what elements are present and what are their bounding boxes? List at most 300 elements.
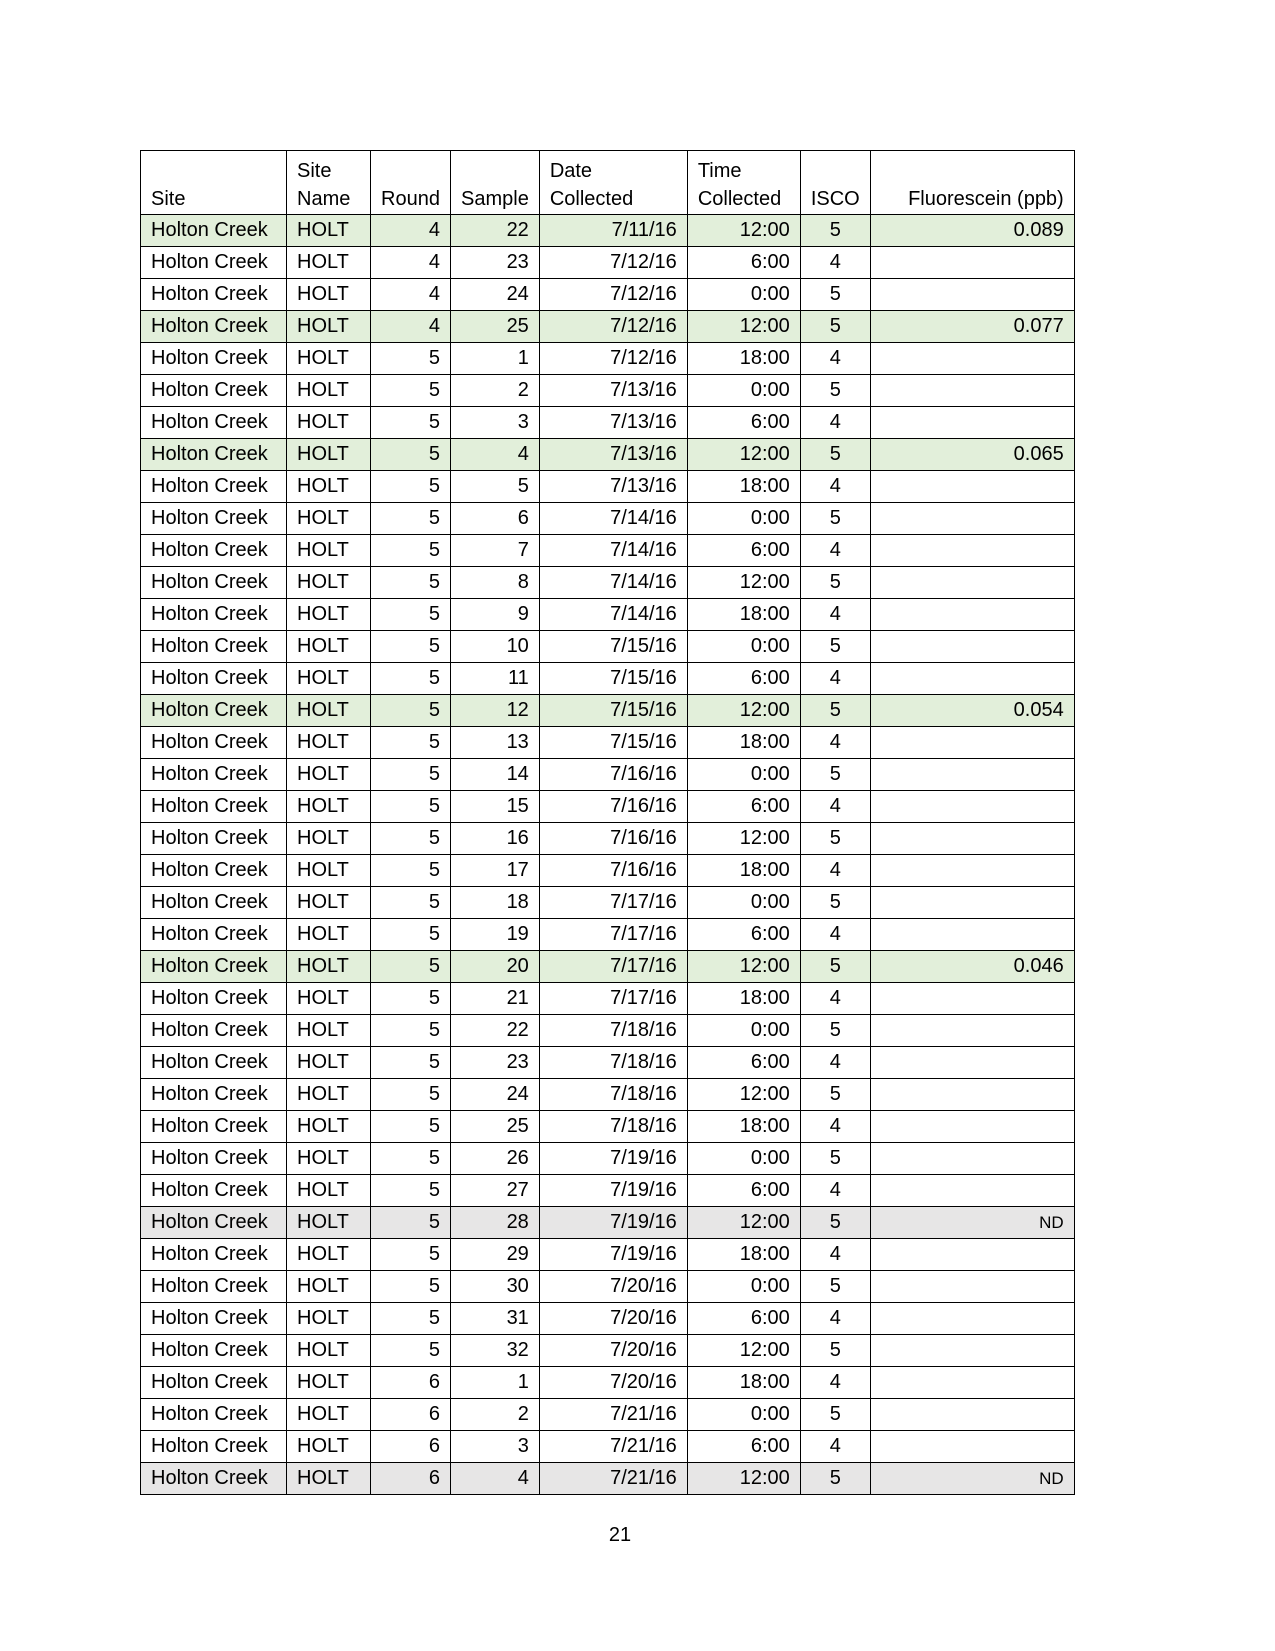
cell-site: Holton Creek (141, 695, 287, 727)
cell-round: 5 (371, 1271, 451, 1303)
cell-isco: 5 (800, 567, 870, 599)
cell-round: 5 (371, 503, 451, 535)
header-date-collected: Date Collected (539, 151, 687, 215)
table-row (141, 471, 1075, 503)
cell-site-name: HOLT (287, 1239, 371, 1271)
cell-date-collected: 7/12/16 (539, 343, 687, 375)
table-row (141, 375, 1075, 407)
cell-site: Holton Creek (141, 343, 287, 375)
cell-sample: 22 (451, 215, 540, 247)
cell-sample: 7 (451, 535, 540, 567)
cell-round: 5 (371, 1239, 451, 1271)
cell-time-collected: 6:00 (687, 791, 800, 823)
table-row (141, 791, 1075, 823)
cell-sample: 24 (451, 1079, 540, 1111)
cell-fluorescein (870, 471, 1074, 503)
cell-site: Holton Creek (141, 1111, 287, 1143)
cell-site: Holton Creek (141, 1175, 287, 1207)
header-isco: ISCO (800, 151, 870, 215)
cell-time-collected: 12:00 (687, 1207, 800, 1239)
cell-date-collected: 7/12/16 (539, 247, 687, 279)
cell-round: 5 (371, 407, 451, 439)
cell-site-name: HOLT (287, 1399, 371, 1431)
cell-site: Holton Creek (141, 1079, 287, 1111)
cell-site-name: HOLT (287, 1079, 371, 1111)
table-header-row (141, 151, 1075, 215)
cell-sample: 18 (451, 887, 540, 919)
cell-sample: 3 (451, 407, 540, 439)
table-row (141, 1207, 1075, 1239)
table-row (141, 983, 1075, 1015)
cell-isco: 4 (800, 1239, 870, 1271)
cell-site-name: HOLT (287, 855, 371, 887)
cell-time-collected: 0:00 (687, 631, 800, 663)
cell-fluorescein (870, 1367, 1074, 1399)
cell-sample: 1 (451, 343, 540, 375)
cell-site: Holton Creek (141, 1047, 287, 1079)
cell-site-name: HOLT (287, 247, 371, 279)
cell-fluorescein (870, 1015, 1074, 1047)
cell-site: Holton Creek (141, 1431, 287, 1463)
cell-fluorescein (870, 759, 1074, 791)
cell-round: 6 (371, 1431, 451, 1463)
cell-time-collected: 6:00 (687, 919, 800, 951)
cell-isco: 4 (800, 919, 870, 951)
cell-site-name: HOLT (287, 823, 371, 855)
cell-sample: 4 (451, 1463, 540, 1495)
table-row (141, 1399, 1075, 1431)
cell-site: Holton Creek (141, 1463, 287, 1495)
cell-site: Holton Creek (141, 1015, 287, 1047)
cell-fluorescein (870, 791, 1074, 823)
header-time-collected: Time Collected (687, 151, 800, 215)
header-fluorescein: Fluorescein (ppb) (870, 151, 1074, 215)
cell-fluorescein (870, 535, 1074, 567)
cell-round: 5 (371, 1143, 451, 1175)
cell-round: 5 (371, 439, 451, 471)
cell-date-collected: 7/16/16 (539, 791, 687, 823)
cell-round: 4 (371, 215, 451, 247)
cell-site: Holton Creek (141, 1399, 287, 1431)
cell-time-collected: 0:00 (687, 503, 800, 535)
cell-sample: 23 (451, 1047, 540, 1079)
cell-fluorescein (870, 567, 1074, 599)
cell-isco: 4 (800, 1367, 870, 1399)
cell-sample: 30 (451, 1271, 540, 1303)
cell-round: 6 (371, 1399, 451, 1431)
table-row (141, 1175, 1075, 1207)
cell-date-collected: 7/16/16 (539, 823, 687, 855)
cell-fluorescein (870, 247, 1074, 279)
cell-fluorescein: ND (870, 1207, 1074, 1239)
cell-round: 5 (371, 1047, 451, 1079)
cell-round: 5 (371, 1015, 451, 1047)
cell-fluorescein (870, 1303, 1074, 1335)
cell-date-collected: 7/18/16 (539, 1111, 687, 1143)
cell-sample: 5 (451, 471, 540, 503)
cell-round: 5 (371, 343, 451, 375)
cell-date-collected: 7/18/16 (539, 1047, 687, 1079)
cell-time-collected: 0:00 (687, 759, 800, 791)
cell-site-name: HOLT (287, 343, 371, 375)
table-row (141, 279, 1075, 311)
cell-time-collected: 12:00 (687, 1463, 800, 1495)
cell-round: 5 (371, 855, 451, 887)
cell-time-collected: 18:00 (687, 727, 800, 759)
cell-time-collected: 18:00 (687, 1111, 800, 1143)
cell-site-name: HOLT (287, 1015, 371, 1047)
cell-fluorescein (870, 1239, 1074, 1271)
cell-round: 5 (371, 1207, 451, 1239)
cell-date-collected: 7/15/16 (539, 727, 687, 759)
cell-fluorescein: 0.065 (870, 439, 1074, 471)
table-row (141, 1047, 1075, 1079)
cell-sample: 10 (451, 631, 540, 663)
cell-date-collected: 7/19/16 (539, 1175, 687, 1207)
cell-sample: 25 (451, 311, 540, 343)
table-row (141, 1239, 1075, 1271)
cell-time-collected: 6:00 (687, 535, 800, 567)
cell-time-collected: 12:00 (687, 951, 800, 983)
cell-round: 5 (371, 599, 451, 631)
cell-fluorescein: ND (870, 1463, 1074, 1495)
cell-site: Holton Creek (141, 727, 287, 759)
cell-site-name: HOLT (287, 759, 371, 791)
cell-date-collected: 7/20/16 (539, 1303, 687, 1335)
cell-time-collected: 0:00 (687, 1271, 800, 1303)
cell-time-collected: 12:00 (687, 311, 800, 343)
cell-date-collected: 7/13/16 (539, 439, 687, 471)
cell-site-name: HOLT (287, 663, 371, 695)
cell-sample: 29 (451, 1239, 540, 1271)
cell-fluorescein (870, 1271, 1074, 1303)
table-row (141, 727, 1075, 759)
cell-fluorescein (870, 343, 1074, 375)
cell-time-collected: 12:00 (687, 1335, 800, 1367)
cell-time-collected: 0:00 (687, 1143, 800, 1175)
cell-round: 5 (371, 695, 451, 727)
cell-time-collected: 6:00 (687, 247, 800, 279)
cell-date-collected: 7/20/16 (539, 1335, 687, 1367)
cell-date-collected: 7/21/16 (539, 1463, 687, 1495)
cell-site-name: HOLT (287, 503, 371, 535)
cell-date-collected: 7/12/16 (539, 311, 687, 343)
cell-round: 5 (371, 919, 451, 951)
cell-sample: 22 (451, 1015, 540, 1047)
cell-sample: 28 (451, 1207, 540, 1239)
cell-isco: 5 (800, 1399, 870, 1431)
cell-site: Holton Creek (141, 663, 287, 695)
cell-sample: 2 (451, 1399, 540, 1431)
cell-site-name: HOLT (287, 375, 371, 407)
cell-site: Holton Creek (141, 1143, 287, 1175)
cell-date-collected: 7/16/16 (539, 855, 687, 887)
cell-site: Holton Creek (141, 791, 287, 823)
cell-time-collected: 18:00 (687, 343, 800, 375)
cell-isco: 4 (800, 1303, 870, 1335)
cell-isco: 5 (800, 311, 870, 343)
table-row (141, 215, 1075, 247)
cell-date-collected: 7/17/16 (539, 887, 687, 919)
cell-sample: 8 (451, 567, 540, 599)
cell-site-name: HOLT (287, 791, 371, 823)
cell-time-collected: 0:00 (687, 279, 800, 311)
cell-site: Holton Creek (141, 407, 287, 439)
table-row (141, 439, 1075, 471)
cell-isco: 5 (800, 823, 870, 855)
cell-sample: 11 (451, 663, 540, 695)
cell-fluorescein (870, 855, 1074, 887)
cell-sample: 17 (451, 855, 540, 887)
cell-sample: 26 (451, 1143, 540, 1175)
cell-fluorescein (870, 1175, 1074, 1207)
cell-time-collected: 12:00 (687, 439, 800, 471)
cell-date-collected: 7/19/16 (539, 1239, 687, 1271)
header-sample: Sample (451, 151, 540, 215)
cell-fluorescein: 0.077 (870, 311, 1074, 343)
cell-date-collected: 7/15/16 (539, 695, 687, 727)
cell-round: 5 (371, 727, 451, 759)
cell-date-collected: 7/18/16 (539, 1015, 687, 1047)
cell-fluorescein (870, 727, 1074, 759)
cell-site: Holton Creek (141, 1207, 287, 1239)
cell-isco: 4 (800, 471, 870, 503)
cell-fluorescein (870, 1047, 1074, 1079)
cell-site-name: HOLT (287, 919, 371, 951)
cell-fluorescein (870, 663, 1074, 695)
cell-date-collected: 7/14/16 (539, 503, 687, 535)
cell-site: Holton Creek (141, 919, 287, 951)
cell-site-name: HOLT (287, 1207, 371, 1239)
table-row (141, 1367, 1075, 1399)
cell-round: 5 (371, 983, 451, 1015)
cell-time-collected: 12:00 (687, 567, 800, 599)
cell-isco: 4 (800, 1431, 870, 1463)
cell-fluorescein (870, 631, 1074, 663)
cell-fluorescein (870, 375, 1074, 407)
cell-site: Holton Creek (141, 439, 287, 471)
cell-time-collected: 6:00 (687, 663, 800, 695)
table-row (141, 535, 1075, 567)
cell-time-collected: 12:00 (687, 1079, 800, 1111)
cell-isco: 5 (800, 1143, 870, 1175)
cell-time-collected: 12:00 (687, 695, 800, 727)
table-row (141, 631, 1075, 663)
cell-site-name: HOLT (287, 727, 371, 759)
cell-isco: 4 (800, 855, 870, 887)
cell-time-collected: 18:00 (687, 1367, 800, 1399)
cell-date-collected: 7/17/16 (539, 951, 687, 983)
cell-isco: 4 (800, 247, 870, 279)
cell-round: 5 (371, 471, 451, 503)
cell-site-name: HOLT (287, 983, 371, 1015)
table-row (141, 343, 1075, 375)
cell-site: Holton Creek (141, 215, 287, 247)
cell-site-name: HOLT (287, 407, 371, 439)
cell-isco: 5 (800, 887, 870, 919)
cell-site: Holton Creek (141, 1271, 287, 1303)
cell-fluorescein: 0.046 (870, 951, 1074, 983)
table-row (141, 1079, 1075, 1111)
cell-round: 6 (371, 1367, 451, 1399)
cell-date-collected: 7/11/16 (539, 215, 687, 247)
cell-sample: 4 (451, 439, 540, 471)
cell-isco: 4 (800, 727, 870, 759)
cell-round: 5 (371, 1175, 451, 1207)
cell-round: 5 (371, 951, 451, 983)
cell-site: Holton Creek (141, 1303, 287, 1335)
cell-site: Holton Creek (141, 503, 287, 535)
table-row (141, 1111, 1075, 1143)
cell-fluorescein (870, 1431, 1074, 1463)
cell-time-collected: 0:00 (687, 1015, 800, 1047)
cell-isco: 5 (800, 1271, 870, 1303)
table-row (141, 855, 1075, 887)
cell-isco: 5 (800, 1015, 870, 1047)
cell-round: 6 (371, 1463, 451, 1495)
table-row (141, 887, 1075, 919)
header-site-name: Site Name (287, 151, 371, 215)
cell-time-collected: 18:00 (687, 1239, 800, 1271)
table-row (141, 695, 1075, 727)
cell-isco: 5 (800, 1207, 870, 1239)
cell-time-collected: 6:00 (687, 1175, 800, 1207)
cell-site-name: HOLT (287, 471, 371, 503)
cell-isco: 5 (800, 951, 870, 983)
cell-isco: 5 (800, 439, 870, 471)
cell-fluorescein (870, 919, 1074, 951)
cell-fluorescein (870, 503, 1074, 535)
cell-round: 5 (371, 759, 451, 791)
cell-site-name: HOLT (287, 1175, 371, 1207)
cell-isco: 5 (800, 1079, 870, 1111)
cell-site: Holton Creek (141, 759, 287, 791)
table-row (141, 407, 1075, 439)
cell-site-name: HOLT (287, 631, 371, 663)
cell-sample: 14 (451, 759, 540, 791)
table-row (141, 311, 1075, 343)
cell-date-collected: 7/13/16 (539, 471, 687, 503)
cell-site: Holton Creek (141, 567, 287, 599)
table-row (141, 1303, 1075, 1335)
table-row (141, 1335, 1075, 1367)
cell-isco: 5 (800, 503, 870, 535)
cell-date-collected: 7/20/16 (539, 1271, 687, 1303)
cell-fluorescein (870, 1079, 1074, 1111)
cell-isco: 5 (800, 375, 870, 407)
cell-date-collected: 7/15/16 (539, 631, 687, 663)
cell-fluorescein (870, 823, 1074, 855)
cell-isco: 4 (800, 983, 870, 1015)
cell-sample: 6 (451, 503, 540, 535)
cell-time-collected: 12:00 (687, 215, 800, 247)
cell-site: Holton Creek (141, 1367, 287, 1399)
cell-fluorescein (870, 1143, 1074, 1175)
table-row (141, 247, 1075, 279)
cell-sample: 12 (451, 695, 540, 727)
cell-date-collected: 7/17/16 (539, 983, 687, 1015)
cell-sample: 16 (451, 823, 540, 855)
cell-fluorescein (870, 407, 1074, 439)
cell-fluorescein (870, 887, 1074, 919)
cell-round: 4 (371, 311, 451, 343)
cell-site-name: HOLT (287, 1367, 371, 1399)
cell-fluorescein (870, 599, 1074, 631)
cell-fluorescein (870, 983, 1074, 1015)
cell-site-name: HOLT (287, 1111, 371, 1143)
cell-date-collected: 7/12/16 (539, 279, 687, 311)
cell-site-name: HOLT (287, 215, 371, 247)
cell-round: 5 (371, 1303, 451, 1335)
page-number: 21 (608, 1524, 632, 1546)
cell-round: 5 (371, 823, 451, 855)
cell-time-collected: 18:00 (687, 599, 800, 631)
cell-time-collected: 0:00 (687, 375, 800, 407)
cell-date-collected: 7/17/16 (539, 919, 687, 951)
cell-date-collected: 7/20/16 (539, 1367, 687, 1399)
cell-site: Holton Creek (141, 279, 287, 311)
cell-fluorescein (870, 1399, 1074, 1431)
cell-round: 5 (371, 567, 451, 599)
cell-round: 5 (371, 375, 451, 407)
table-row (141, 1463, 1075, 1495)
cell-site-name: HOLT (287, 279, 371, 311)
cell-sample: 24 (451, 279, 540, 311)
cell-round: 5 (371, 1079, 451, 1111)
table-row (141, 567, 1075, 599)
cell-sample: 2 (451, 375, 540, 407)
cell-sample: 25 (451, 1111, 540, 1143)
cell-date-collected: 7/14/16 (539, 567, 687, 599)
cell-sample: 9 (451, 599, 540, 631)
table-row (141, 1431, 1075, 1463)
cell-time-collected: 18:00 (687, 983, 800, 1015)
cell-site: Holton Creek (141, 1335, 287, 1367)
cell-sample: 3 (451, 1431, 540, 1463)
cell-sample: 13 (451, 727, 540, 759)
cell-site: Holton Creek (141, 855, 287, 887)
cell-site-name: HOLT (287, 1303, 371, 1335)
table-row (141, 1015, 1075, 1047)
cell-date-collected: 7/13/16 (539, 407, 687, 439)
cell-site: Holton Creek (141, 887, 287, 919)
cell-site-name: HOLT (287, 1463, 371, 1495)
table-row (141, 1271, 1075, 1303)
cell-fluorescein: 0.054 (870, 695, 1074, 727)
cell-fluorescein (870, 1111, 1074, 1143)
cell-round: 5 (371, 663, 451, 695)
cell-site-name: HOLT (287, 1047, 371, 1079)
cell-date-collected: 7/14/16 (539, 599, 687, 631)
cell-isco: 5 (800, 279, 870, 311)
cell-site: Holton Creek (141, 247, 287, 279)
header-round: Round (371, 151, 451, 215)
sample-data-table (140, 150, 1075, 1495)
cell-sample: 21 (451, 983, 540, 1015)
table-body (141, 215, 1075, 1495)
cell-time-collected: 6:00 (687, 1431, 800, 1463)
cell-site-name: HOLT (287, 599, 371, 631)
cell-isco: 5 (800, 631, 870, 663)
cell-time-collected: 12:00 (687, 823, 800, 855)
cell-round: 4 (371, 279, 451, 311)
cell-isco: 4 (800, 407, 870, 439)
cell-date-collected: 7/19/16 (539, 1207, 687, 1239)
cell-date-collected: 7/18/16 (539, 1079, 687, 1111)
cell-isco: 4 (800, 791, 870, 823)
cell-fluorescein (870, 279, 1074, 311)
cell-isco: 4 (800, 535, 870, 567)
